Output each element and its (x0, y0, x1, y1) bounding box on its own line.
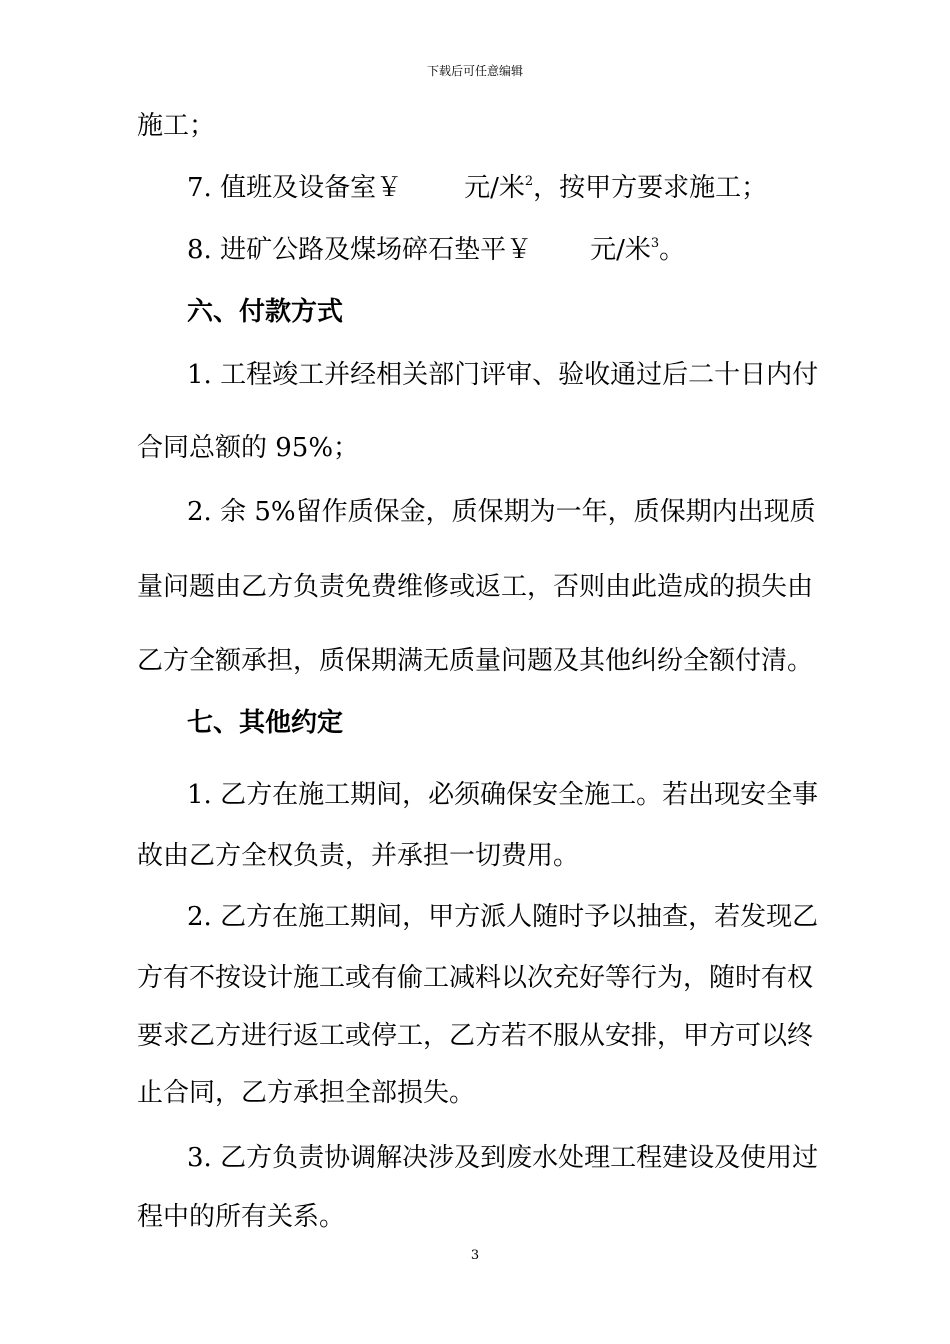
text-line: 合同总额的 95%； (137, 433, 360, 463)
page-number: 3 (470, 1248, 480, 1263)
item-8-superscript: 3 (650, 236, 660, 251)
item-8-unit: 元/米 (590, 235, 651, 265)
section-heading-other: 七、其他约定 (187, 708, 344, 738)
text-line: 施工； (137, 111, 216, 141)
text-line: 程中的所有关系。 (137, 1202, 346, 1232)
item-7-superscript: 2 (524, 174, 534, 189)
text-line: 方有不按设计施工或有偷工减料以次充好等行为，随时有权 (137, 963, 814, 993)
item-7-rest: ，按甲方要求施工； (533, 173, 768, 203)
item-8-label: 8. 进矿公路及煤场碎石垫平￥ (187, 235, 533, 265)
text-line: 故由乙方全权负责，并承担一切费用。 (137, 841, 580, 871)
text-line: 2. 乙方在施工期间，甲方派人随时予以抽查，若发现乙 (187, 902, 819, 932)
text-line: 乙方全额承担，质保期满无质量问题及其他纠纷全额付清。 (137, 646, 814, 676)
item-8-rest: 。 (659, 235, 686, 265)
item-7-unit: 元/米 (464, 173, 525, 203)
text-line-item-8 (187, 233, 685, 267)
text-line: 2. 余 5%留作质保金，质保期为一年，质保期内出现质 (187, 497, 816, 527)
section-heading-payment: 六、付款方式 (187, 297, 344, 327)
text-line-item-7 (187, 171, 767, 205)
text-line: 1. 乙方在施工期间，必须确保安全施工。若出现安全事 (187, 780, 819, 810)
text-line: 量问题由乙方负责免费维修或返工，否则由此造成的损失由 (137, 572, 814, 602)
page-header-note: 下载后可任意编辑 (426, 64, 523, 78)
item-7-label: 7. 值班及设备室￥ (187, 173, 403, 203)
text-line: 要求乙方进行返工或停工，乙方若不服从安排，甲方可以终 (137, 1021, 814, 1051)
text-line: 1. 工程竣工并经相关部门评审、验收通过后二十日内付 (187, 360, 819, 390)
text-line: 3. 乙方负责协调解决涉及到废水处理工程建设及使用过 (187, 1143, 819, 1173)
text-line: 止合同，乙方承担全部损失。 (137, 1078, 476, 1108)
